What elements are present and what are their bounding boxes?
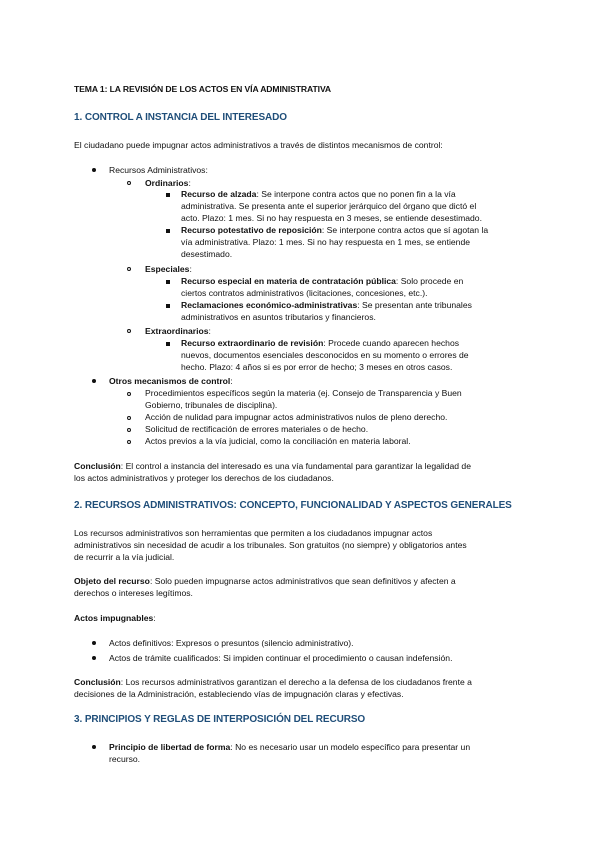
ordinarios-label: Ordinarios (145, 178, 189, 188)
libertad-label: Principio de libertad de forma (109, 742, 231, 752)
list-item-otros-1 (145, 387, 515, 411)
otros-1-text-b: Gobierno, tribunales de disciplina). (145, 400, 278, 411)
document-title: TEMA 1: LA REVISIÓN DE LOS ACTOS EN VÍA ADMINISTRATIVA (74, 84, 332, 94)
bullet-dot-icon (92, 641, 96, 645)
section-1-conclusion (74, 460, 528, 484)
otros-1-text-a: Procedimientos específicos según la materia (ej. Consejo de Transparencia y Buen (145, 388, 462, 398)
conclusion-1-text-1: : El control a instancia del interesado es una vía fundamental para garantizar la legalidad de (120, 461, 471, 471)
list-item-extraordinarios: Extraordinarios: (145, 326, 211, 336)
actos-colon: : (153, 613, 156, 623)
bullet-dot-icon (92, 745, 96, 749)
conclusion-1-text-2: los actos administrativos y proteger los derechos de los ciudadanos. (74, 473, 334, 484)
bullet-square-icon (166, 280, 170, 284)
objeto-text-1: : Solo pueden impugnarse actos administrativos que sean definitivos y afecten a (149, 576, 456, 586)
list-item-libertad (109, 741, 529, 765)
revision-text-2: nuevos, documentos esenciales desconocidos en su momento o errores de (181, 350, 469, 361)
section-heading-1: 1. CONTROL A INSTANCIA DEL INTERESADO (74, 112, 287, 123)
section-1-intro: El ciudadano puede impugnar actos administrativos a través de distintos mecanismos de control: (74, 140, 443, 150)
list-item-alzada (181, 188, 521, 225)
list-item-otros-3: Solicitud de rectificación de errores materiales o de hecho. (145, 424, 369, 434)
reclamaciones-label: Reclamaciones económico-administrativas (181, 300, 358, 310)
revision-text-1: : Procede cuando aparecen hechos (323, 338, 460, 348)
bullet-dot-icon (92, 656, 96, 660)
recursos-colon: : (205, 165, 208, 175)
list-item-otros: Otros mecanismos de control: (109, 376, 233, 386)
list-item-contratacion (181, 275, 521, 299)
objeto-label: Objeto del recurso (74, 576, 150, 586)
s2-p1-line-2: administrativos sin necesidad de acudir a los tribunales. Son gratuitos (no siempre) y obligatorios antes (74, 540, 467, 551)
conclusion-label: Conclusión (74, 461, 121, 471)
recursos-label: Recursos Administrativos (109, 165, 206, 175)
contratacion-text-2: ciertos contratos administrativos (licitaciones, concesiones, etc.). (181, 288, 428, 299)
list-item-ordinarios: Ordinarios: (145, 178, 191, 188)
actos-label: Actos impugnables (74, 613, 154, 623)
list-item-actos-2: Actos de trámite cualificados: Si impiden continuar el procedimiento o causan indefensión. (109, 653, 453, 663)
list-item-revision (181, 337, 521, 374)
bullet-square-icon (166, 342, 170, 346)
section-heading-3: 3. PRINCIPIOS Y REGLAS DE INTERPOSICIÓN DEL RECURSO (74, 714, 366, 725)
bullet-dot-icon (92, 168, 96, 172)
alzada-text-2: administrativa. Se presenta ante el superior jerárquico del órgano que dictó el (181, 201, 477, 212)
list-item-actos-1: Actos definitivos: Expresos o presuntos (silencio administrativo). (109, 638, 354, 648)
s2-p1-line-1: Los recursos administrativos son herramientas que permiten a los ciudadanos impugnar actos (74, 528, 433, 538)
section-heading-2: 2. RECURSOS ADMINISTRATIVOS: CONCEPTO, FUNCIONALIDAD Y ASPECTOS GENERALES (74, 500, 512, 511)
contratacion-text-1: : Solo procede en (395, 276, 464, 286)
actos-heading (74, 612, 528, 624)
reclamaciones-text-2: administrativos en asuntos tributarios y financieros. (181, 312, 376, 323)
bullet-square-icon (166, 229, 170, 233)
libertad-text-2: recurso. (109, 754, 141, 765)
otros-label: Otros mecanismos de control (109, 376, 231, 386)
alzada-text-3: acto. Plazo: 1 mes. Si no hay respuesta en 3 meses, se entiende desestimado. (181, 213, 482, 224)
list-item-otros-2: Acción de nulidad para impugnar actos administrativos nulos de pleno derecho. (145, 412, 448, 422)
reposicion-text-1: : Se interpone contra actos que sí agotan la (321, 225, 489, 235)
bullet-circle-icon (127, 181, 131, 185)
bullet-circle-icon (127, 329, 131, 333)
revision-label: Recurso extraordinario de revisión (181, 338, 324, 348)
objeto-text-2: derechos o intereses legítimos. (74, 588, 193, 599)
bullet-square-icon (166, 193, 170, 197)
section-2-conclusion (74, 676, 528, 700)
reposicion-label: Recurso potestativo de reposición (181, 225, 322, 235)
alzada-text-1: : Se interpone contra actos que no ponen fin a la vía (256, 189, 456, 199)
reposicion-text-3: desestimado. (181, 249, 233, 260)
list-item-otros-4: Actos previos a la vía judicial, como la conciliación en materia laboral. (145, 436, 411, 446)
list-item-recursos (109, 164, 208, 176)
conclusion-label: Conclusión (74, 677, 121, 687)
libertad-text-1: : No es necesario usar un modelo específico para presentar un (230, 742, 471, 752)
list-item-especiales: Especiales: (145, 264, 192, 274)
bullet-circle-icon (127, 416, 131, 420)
bullet-square-icon (166, 304, 170, 308)
objeto-paragraph (74, 575, 528, 599)
bullet-circle-icon (127, 267, 131, 271)
conclusion-2-text-2: decisiones de la Administración, estableciendo vías de impugnación claras y efectivas. (74, 689, 404, 700)
reposicion-text-2: vía administrativa. Plazo: 1 mes. Si no hay respuesta en 1 mes, se entiende (181, 237, 470, 248)
bullet-dot-icon (92, 379, 96, 383)
bullet-circle-icon (127, 392, 131, 396)
list-item-reposicion (181, 224, 521, 261)
conclusion-2-text-1: : Los recursos administrativos garantizan el derecho a la defensa de los ciudadanos frente a (120, 677, 472, 687)
contratacion-label: Recurso especial en materia de contratación pública (181, 276, 396, 286)
alzada-label: Recurso de alzada (181, 189, 257, 199)
especiales-label: Especiales (145, 264, 190, 274)
s2-p1-line-3: de recurrir a la vía judicial. (74, 552, 175, 563)
revision-text-3: hecho. Plazo: 4 años si es por error de hecho; 3 meses en otros casos. (181, 362, 453, 373)
reclamaciones-text-1: : Se presentan ante tribunales (357, 300, 472, 310)
list-item-reclamaciones (181, 299, 521, 323)
extraordinarios-label: Extraordinarios (145, 326, 209, 336)
section-2-paragraph (74, 527, 528, 564)
bullet-circle-icon (127, 428, 131, 432)
bullet-circle-icon (127, 440, 131, 444)
